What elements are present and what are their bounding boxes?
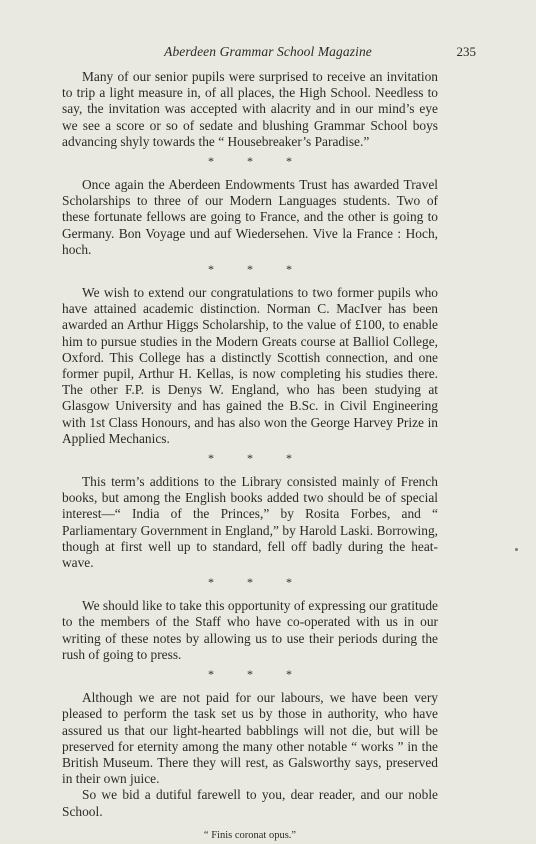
- closing-quote: “ Finis coronat opus.”: [203, 829, 297, 841]
- section-separator: * * *: [208, 154, 307, 169]
- paragraph-academic-distinction: We wish to extend our congratulations to two former pupils who have attained academic distinction. Norman C. MacIver has been awarded an Arthur Higgs Scholarship, to the value of £100, to enable him to pursue studies in the Modern Greats course at Balliol College, Oxford. This College has a distinctly Scottish connection, and one former pupil, Arthur H. Kellas, is now completing his studies there. The other F.P. is Denys W. England, who has been studying at Glasgow University and has gained the B.Sc. in Civil Engineering with 1st Class Honours, and has also won the George Harvey Prize in Applied Mechanics.: [62, 285, 438, 446]
- paragraph-farewell: So we bid a dutiful farewell to you, dear reader, and our noble School.: [62, 787, 438, 819]
- paragraph-british-museum: Although we are not paid for our labours, we have been very pleased to perform the task set us by those in authority, who have assured us that our light-hearted babblings will not die, but will be preserved for eternity among the many other notable “ works ” in the British Museum. There they will rest, as Galsworthy says, preserved in their own juice.: [62, 690, 438, 787]
- magazine-title: Aberdeen Grammar School Magazine: [164, 44, 372, 59]
- section-separator: * * *: [208, 667, 307, 682]
- section-separator: * * *: [208, 451, 307, 466]
- paragraph-staff-gratitude: We should like to take this opportunity of expressing our gratitude to the members of the Staff who have co-operated with us in our writing of these notes by allowing us to use their periods during the rush of going to press.: [62, 598, 438, 662]
- running-header: [60, 44, 476, 62]
- section-separator: * * *: [208, 262, 307, 277]
- article-body: [62, 69, 438, 844]
- paper-speck: [515, 548, 518, 551]
- paragraph-library-additions: This term’s additions to the Library consisted mainly of French books, but among the English books added two should be of special interest—“ India of the Princes,” by Rosita Forbes, and “ Parliamentary Government in England,” by Harold Laski. Borrowing, though at first well up to standard, fell off badly during the heat-wave.: [62, 474, 438, 571]
- section-separator: * * *: [208, 575, 307, 590]
- paragraph-travel-scholarships: Once again the Aberdeen Endowments Trust has awarded Travel Scholarships to three of our Modern Languages students. Two of these fortunate fellows are going to France, and the other is going to Germany. Bon Voyage und auf Wiedersehen. Vive la France : Hoch, hoch.: [62, 177, 438, 257]
- paragraph-dance-invitation: Many of our senior pupils were surprised to receive an invitation to trip a light measure in, of all places, the High School. Needless to say, the invitation was accepted with alacrity and in our mind’s eye we see a score or so of sedate and blushing Grammar School boys advancing shyly towards the “ Housebreaker’s Paradise.”: [62, 69, 438, 149]
- page-number: 235: [456, 44, 476, 59]
